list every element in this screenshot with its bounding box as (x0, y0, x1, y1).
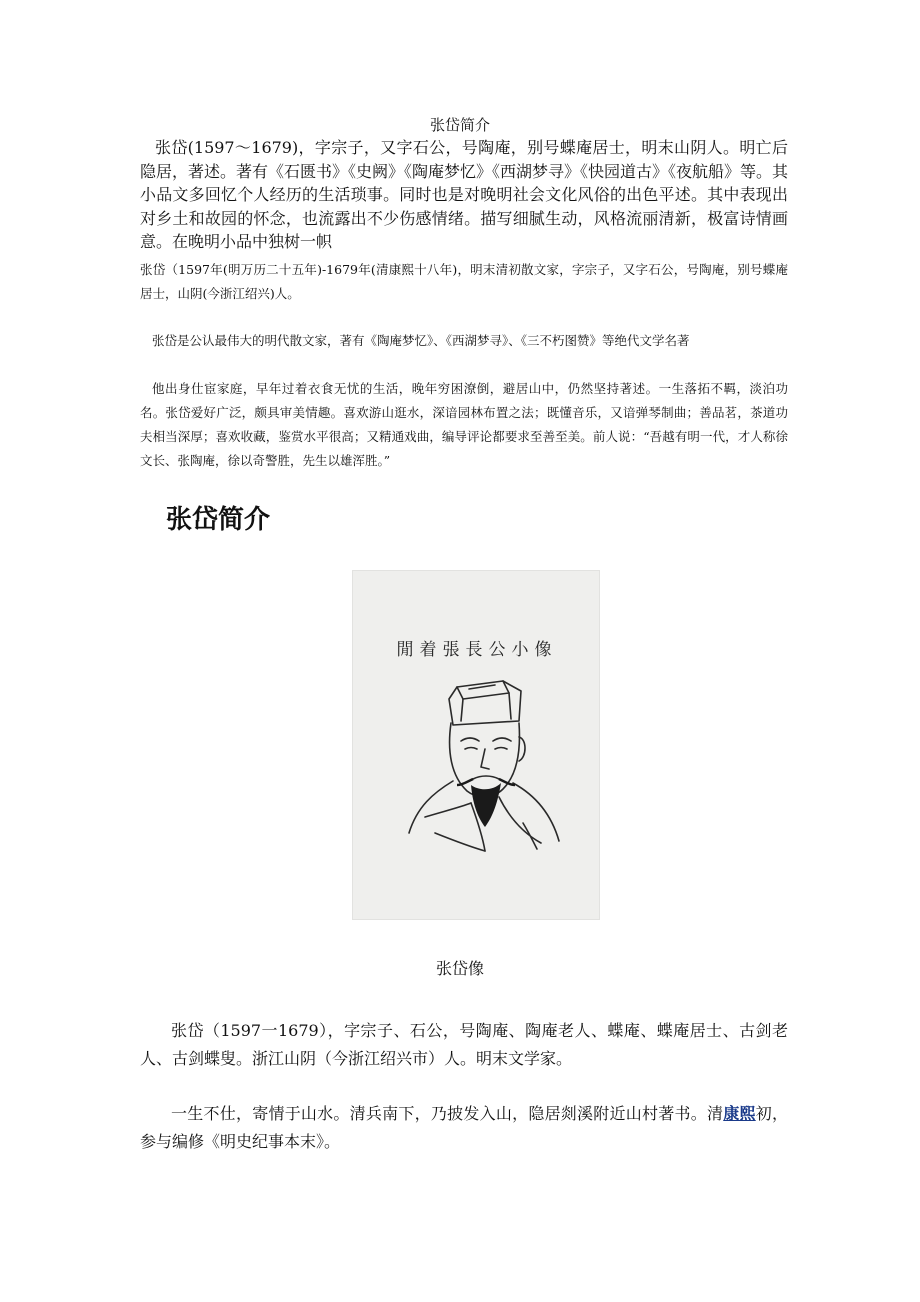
small-title: 张岱简介 (429, 116, 490, 134)
career-paragraph (140, 1100, 788, 1156)
career-text-after: 初，参与编修《明史纪事本末》。 (140, 1104, 788, 1151)
kangxi-link[interactable]: 康熙 (723, 1104, 756, 1123)
intro-paragraph: 张岱(1597～1679)，字宗子，又字石公，号陶庵，别号蝶庵居士，明末山阴人。明亡后隐居，著述。著有《石匮书》《史阙》《陶庵梦忆》《西湖梦寻》《快园道古》《夜航船》等。其小品文多回忆个人经历的生活琐事。同时也是对晚明社会文化风俗的出色平述。其中表现出对乡土和故园的怀念，也流露出不少伤感情绪。描写细腻生动，风格流丽清新，极富诗情画意。在晚明小品中独树一帜 (140, 138, 789, 251)
portrait-image (352, 570, 600, 920)
beard-shape (471, 783, 501, 827)
career-text-before: 一生不仕，寄情于山水。清兵南下，乃披发入山，隐居剡溪附近山村著书。清 (171, 1104, 724, 1123)
works-paragraph: 张岱是公认最伟大的明代散文家，著有《陶庵梦忆》、《西湖梦寻》、《三不朽图赞》等绝代文学名著 (152, 333, 690, 348)
bio-paragraph: 张岱（1597年(明万历二十五年)-1679年(清康熙十八年)，明末清初散文家，字宗子，又字石公，号陶庵，别号蝶庵居士，山阴(今浙江绍兴)人。 (140, 262, 788, 301)
portrait-caption: 张岱像 (435, 959, 484, 978)
biography-paragraph: 张岱（1597一1679），字宗子、石公，号陶庵、陶庵老人、蝶庵、蝶庵居士、古剑老人、古剑蝶叟。浙江山阴（今浙江绍兴市）人。明末文学家。 (140, 1021, 788, 1068)
portrait-inscription: 閒着張長公小像 (396, 640, 558, 660)
section-heading: 张岱简介 (166, 505, 271, 535)
life-paragraph: 他出身仕宦家庭，早年过着衣食无忧的生活，晚年穷困潦倒，避居山中，仍然坚持著述。一生落拓不羁，淡泊功名。张岱爱好广泛，颇具审美情趣。喜欢游山逛水，深谙园林布置之法；既懂音乐，又谙弹琴制曲；善品茗，茶道功夫相当深厚；喜欢收藏，鉴赏水平很高；又精通戏曲，编导评论都要求至善至美。前人说：“吾越有明一代，才人称徐文长、张陶庵，徐以奇警胜，先生以雄浑胜。” (140, 381, 788, 468)
portrait-drawing (353, 571, 599, 919)
